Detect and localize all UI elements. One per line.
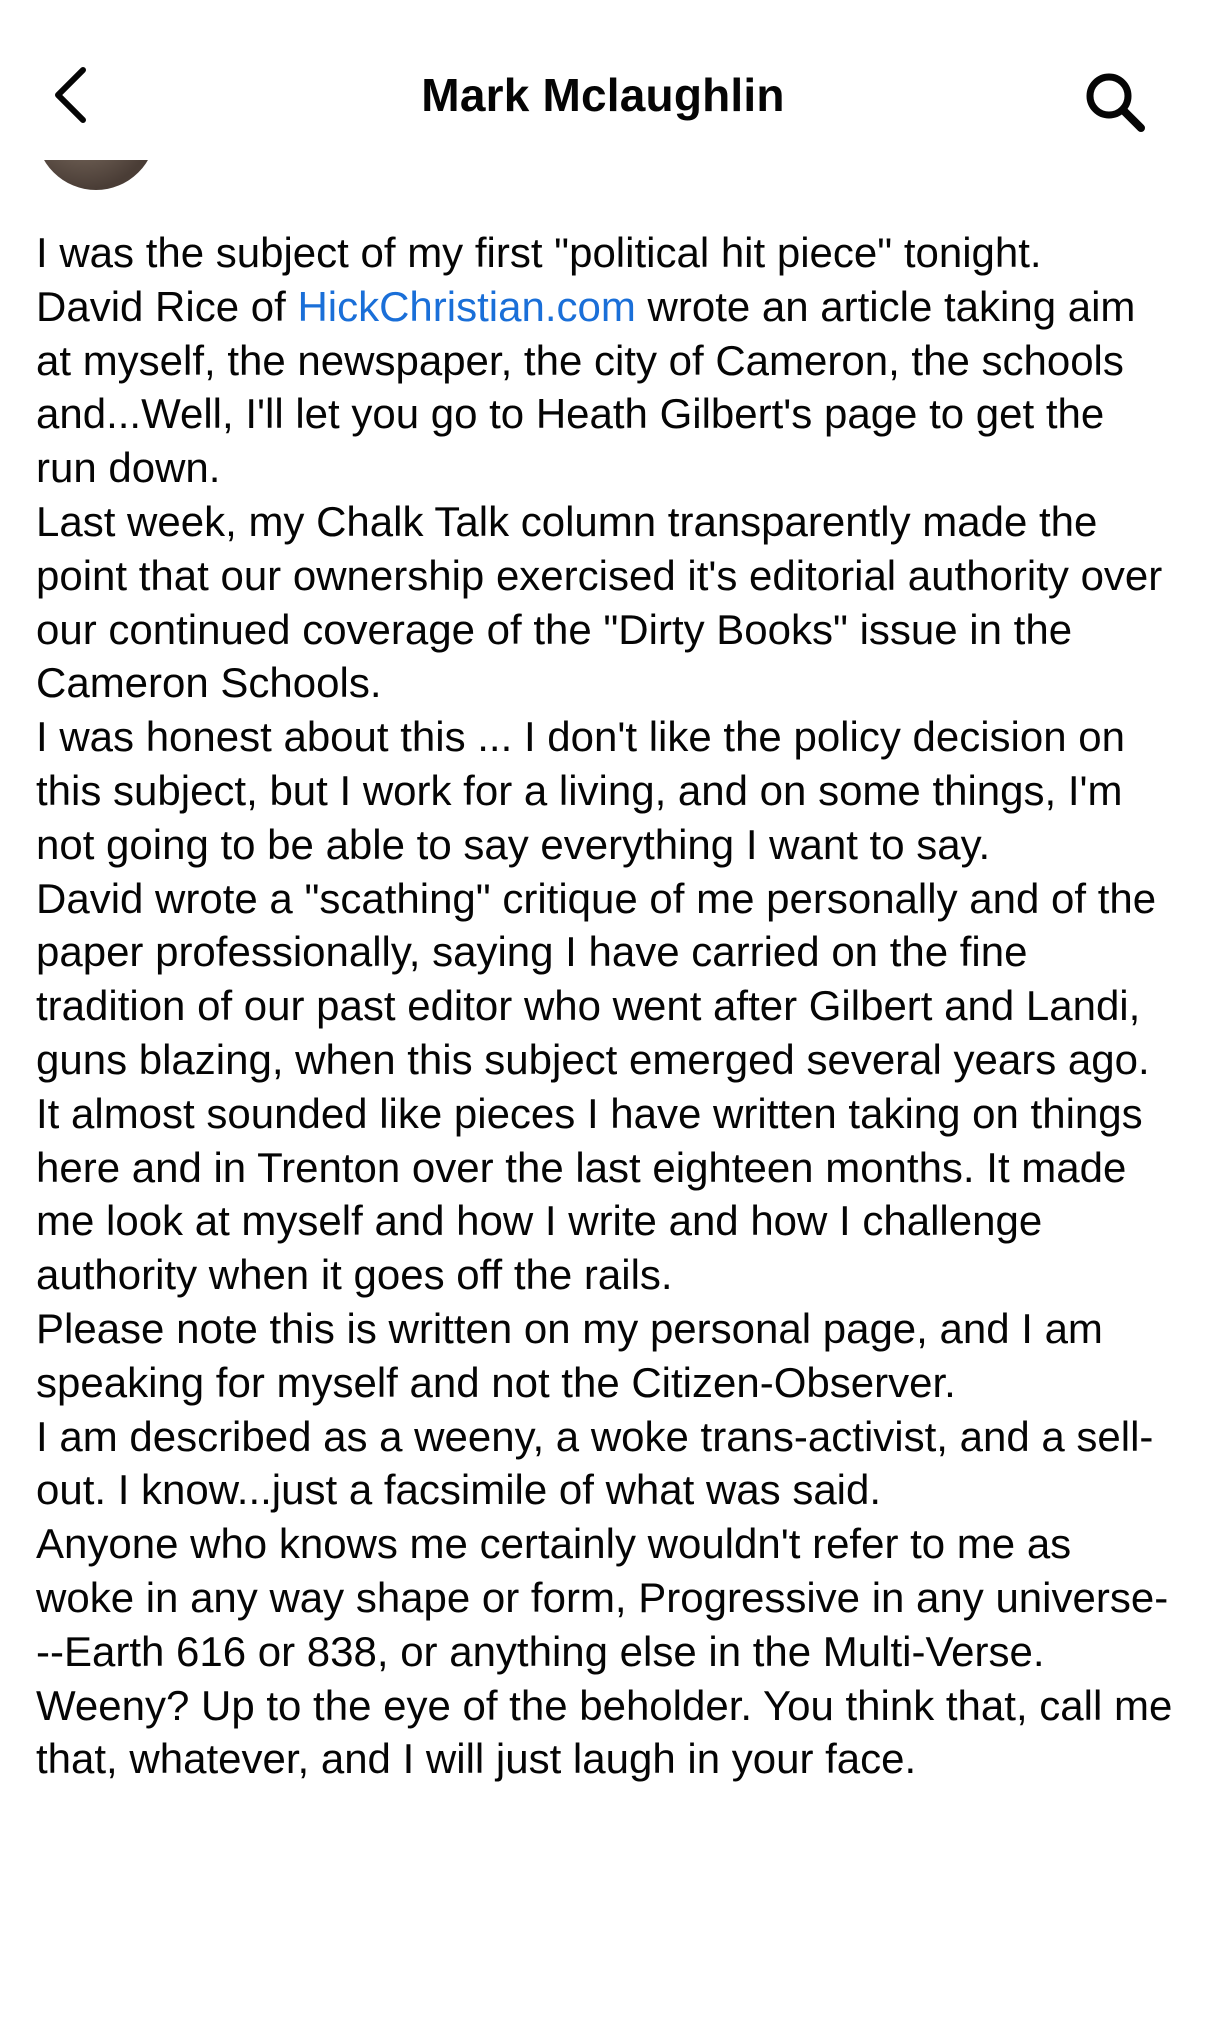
- post-paragraph: I was honest about this ... I don't like the policy decision on this subject, but I work for a living, and on some things, I'm not going to be able to say everything I want to say.: [36, 713, 1125, 868]
- post-paragraph: David wrote a "scathing" critique of me personally and of the paper professionally, saying I have carried on the fine tradition of our past editor who went after Gilbert and Landi, guns blazing, when this subject emerged several years ago.: [36, 874, 1157, 1083]
- top-navigation-bar: [0, 0, 1206, 160]
- post-paragraph: Please note this is written on my personal page, and I am speaking for myself and not the Citizen-Observer.: [36, 1304, 1103, 1406]
- chevron-left-icon: [50, 66, 90, 124]
- search-icon: [1083, 70, 1147, 134]
- page-title: Mark Mclaughlin: [421, 69, 785, 121]
- paragraph-text: wrote an article taking aim at myself, the newspaper, the city of Cameron, the schools and...Well, I'll let you go to Heath Gilbert's page to get the run down.: [36, 282, 1136, 492]
- post-paragraph: I was the subject of my first "political hit piece" tonight.: [36, 229, 1042, 276]
- post-paragraph: Anyone who knows me certainly wouldn't refer to me as woke in any way shape or form, Progressive in any universe---Earth 616 or 838, or anything else in the Multi-Verse.: [36, 1520, 1169, 1675]
- paragraph-text: David Rice of: [36, 282, 298, 330]
- post-paragraph: Last week, my Chalk Talk column transparently made the point that our ownership exercised it's editorial authority over our continued coverage of the "Dirty Books" issue in the Cameron Schools.: [36, 497, 1163, 707]
- post-paragraph: Weeny? Up to the eye of the beholder. You think that, call me that, whatever, and I will just laugh in your face.: [36, 1681, 1173, 1783]
- search-button[interactable]: [1075, 62, 1155, 142]
- back-button[interactable]: [40, 60, 100, 130]
- post-paragraph: I am described as a weeny, a woke trans-activist, and a sell-out. I know...just a facsimile of what was said.: [36, 1412, 1154, 1514]
- post-text: [36, 226, 1176, 1786]
- website-link[interactable]: HickChristian.com: [297, 282, 636, 330]
- post-paragraph: [36, 280, 1176, 495]
- post-paragraph: It almost sounded like pieces I have written taking on things here and in Trenton over the last eighteen months. It made me look at myself and how I write and how I challenge authority when it goes off the rails.: [36, 1089, 1143, 1299]
